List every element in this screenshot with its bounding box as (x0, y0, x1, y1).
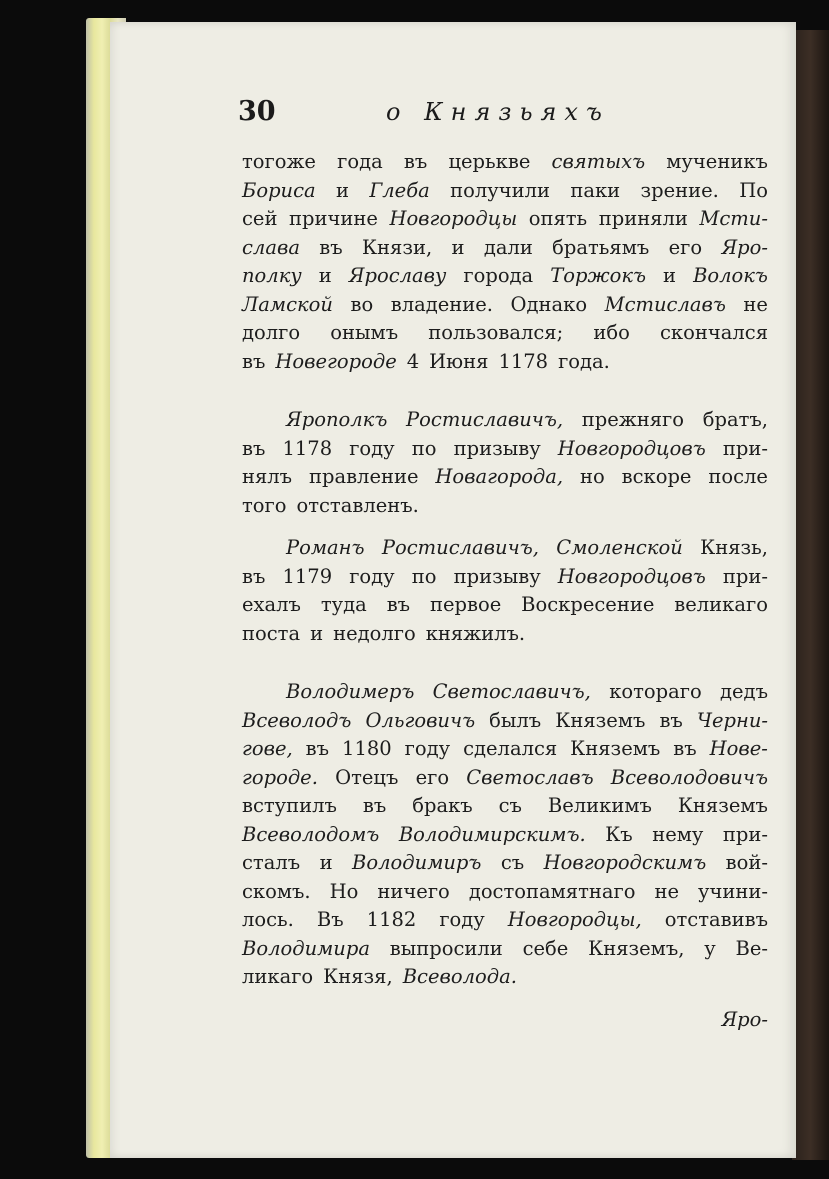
word: Володимеръ (286, 680, 415, 703)
word: Князи, (361, 235, 433, 259)
word: въ (362, 794, 387, 817)
word: Нове- (709, 737, 768, 760)
text-line (242, 262, 768, 291)
word: паки (570, 178, 621, 202)
word: при- (722, 564, 768, 588)
word: Великимъ (547, 794, 652, 817)
paragraph-gap (242, 648, 768, 678)
word: въ (403, 150, 428, 173)
word: въ (673, 737, 697, 760)
word: Ростиславичъ, (406, 408, 564, 431)
word: отставленъ. (296, 493, 419, 517)
word: 1179 (282, 564, 333, 588)
word: церькве (448, 150, 531, 173)
word: 1182 (366, 908, 417, 931)
word: Княземъ (555, 708, 646, 732)
word: 4 (406, 349, 420, 373)
text-line (242, 906, 768, 935)
word: Княземъ (570, 737, 661, 760)
word: Всеволодомъ (242, 822, 380, 846)
word: Мсти- (699, 207, 768, 230)
word: года. (558, 349, 610, 373)
word: скончался (660, 321, 768, 344)
word: году (349, 436, 395, 460)
word: году (349, 564, 395, 588)
word: Новгородцовъ (557, 564, 706, 588)
word: вой- (725, 851, 768, 874)
word: полку (242, 264, 302, 287)
word: Новгородскимъ (543, 851, 707, 874)
text-line (242, 707, 768, 736)
word: Торжокъ (550, 264, 646, 287)
word: Ростиславичъ, (381, 536, 539, 559)
word: по (411, 564, 437, 588)
text-line (242, 148, 768, 177)
word: Романъ (286, 536, 365, 559)
word: вступилъ (242, 794, 337, 817)
word: Всеволодъ (242, 708, 352, 732)
word: и (318, 264, 332, 287)
paragraph-gap (242, 376, 768, 406)
word: призыву (453, 436, 541, 460)
word: По (739, 178, 768, 202)
word: поста (242, 621, 301, 645)
word: того (242, 493, 287, 517)
word: выпросили (389, 936, 503, 960)
word: гове, (242, 737, 293, 760)
word: правление (308, 465, 419, 488)
word: Однако (510, 292, 588, 316)
word: скомъ. (242, 879, 311, 903)
word: въ (242, 564, 266, 588)
word: съ (498, 794, 522, 817)
word: Волокъ (693, 264, 768, 287)
word: Князь, (700, 536, 768, 559)
word: въ (659, 708, 683, 732)
word: Новгородцовъ (557, 436, 706, 460)
word: Ярославу (348, 264, 447, 287)
word: Ярополкъ (286, 408, 388, 431)
word: Володимиръ (352, 851, 482, 874)
word: Ламской (242, 292, 333, 316)
text-line (242, 1006, 768, 1035)
word: Къ (605, 822, 633, 846)
word: у (704, 936, 716, 960)
text-line (242, 935, 768, 964)
word: въ (319, 235, 343, 259)
text-line (242, 764, 768, 793)
text-line (242, 678, 768, 707)
word: города (463, 264, 534, 287)
word: дедъ (720, 680, 768, 703)
word: при- (722, 822, 768, 846)
word: его (668, 235, 703, 259)
word: княжилъ. (425, 621, 526, 645)
text-line (242, 348, 768, 377)
word: и (663, 264, 677, 287)
word: после (708, 465, 768, 488)
word: причине (289, 207, 378, 230)
word: Глеба (369, 178, 430, 202)
word: не (743, 292, 768, 316)
word: слава (242, 235, 300, 259)
word: Но (329, 879, 359, 903)
word: Всеволодовичъ (610, 765, 768, 789)
word: году (404, 737, 451, 760)
word: великаго (674, 593, 768, 616)
word: 1178 (498, 349, 549, 373)
word: Июня (429, 349, 489, 373)
word: Княземъ (677, 794, 768, 817)
word: Володимира (242, 936, 370, 960)
word: въ (242, 436, 266, 460)
word: въ (386, 593, 411, 616)
text-line (242, 291, 768, 320)
text-line (242, 492, 768, 521)
text-line (242, 205, 768, 234)
text-line (242, 591, 768, 620)
word: братьямъ (552, 235, 650, 259)
word: тогоже (242, 150, 316, 173)
text-line (242, 792, 768, 821)
word: съ (500, 851, 525, 874)
word: ехалъ (242, 593, 301, 616)
word: ибо (593, 321, 630, 344)
text-line (242, 963, 768, 992)
word: пользовался; (428, 321, 564, 344)
word: дали (483, 235, 533, 259)
page-text (242, 148, 768, 1034)
word: братъ, (702, 408, 768, 431)
word: года (337, 150, 383, 173)
word: 1180 (342, 737, 392, 760)
word: Мстиславъ (604, 292, 726, 316)
word: приняли (598, 207, 688, 230)
word: себе (522, 936, 569, 960)
word: прежняго (581, 408, 685, 431)
word: нему (652, 822, 704, 846)
word: котораго (609, 680, 702, 703)
word: въ (242, 349, 266, 373)
text-line (242, 563, 768, 592)
word: Бориса (242, 178, 316, 202)
word: Смоленской (556, 536, 683, 559)
word: сей (242, 207, 278, 230)
text-line (242, 177, 768, 206)
word: святыхъ (551, 150, 646, 173)
word: и (310, 621, 324, 645)
word: городе. (242, 765, 318, 789)
word: Ве- (735, 936, 768, 960)
word: во (350, 292, 374, 316)
text-line (242, 620, 768, 649)
text-line (242, 821, 768, 850)
word: 1178 (282, 436, 333, 460)
text-line (242, 319, 768, 348)
word: недолго (333, 621, 416, 645)
text-line (242, 435, 768, 464)
word: Яро- (721, 1007, 768, 1031)
word: призыву (453, 564, 541, 588)
word: Новгородцы (389, 207, 518, 230)
word: былъ (489, 708, 542, 732)
word: Светославъ (466, 765, 594, 789)
word: сделался (463, 737, 558, 760)
word: онымъ (330, 321, 399, 344)
book-cover-edge (792, 30, 829, 1160)
word: ничего (377, 879, 450, 903)
page-header (238, 96, 658, 136)
word: Володимирскимъ. (398, 822, 586, 846)
word: Въ (316, 908, 344, 931)
word: получили (450, 178, 550, 202)
text-line (242, 534, 768, 563)
word: вскоре (621, 465, 692, 488)
word: Новегороде (275, 349, 397, 373)
word: Яро- (721, 235, 768, 259)
word: Новгородцы, (507, 908, 642, 931)
word: учини- (698, 879, 768, 903)
running-title: о Князьяхъ (386, 98, 610, 126)
word: зрение. (640, 178, 719, 202)
word: и (451, 235, 465, 259)
text-line (242, 463, 768, 492)
word: мученикъ (666, 150, 768, 173)
word: отставивъ (664, 908, 768, 931)
word: Ольговичъ (365, 708, 476, 732)
word: но (580, 465, 605, 488)
paragraph-gap (242, 992, 768, 1006)
word: достопамятнаго (468, 879, 636, 903)
word: Воскресение (521, 593, 655, 616)
word: лось. (242, 908, 294, 931)
text-line (242, 849, 768, 878)
paragraph-gap (242, 520, 768, 534)
word: Княземъ, (588, 936, 685, 960)
text-line (242, 878, 768, 907)
text-line (242, 735, 768, 764)
word: Светославичъ, (432, 680, 591, 703)
word: при- (722, 436, 768, 460)
word: сталъ (242, 851, 301, 874)
word: году (439, 908, 485, 931)
word: Новагорода, (435, 465, 564, 488)
word: и (336, 178, 350, 202)
word: въ (305, 737, 330, 760)
word: ликаго (242, 965, 314, 988)
word: владение. (390, 292, 493, 316)
word: опять (528, 207, 588, 230)
word: Отецъ (335, 765, 399, 789)
word: нялъ (242, 465, 293, 488)
word: по (411, 436, 437, 460)
page-number: 30 (238, 96, 276, 127)
word: туда (320, 593, 367, 616)
word: первое (429, 593, 502, 616)
word: долго (242, 321, 301, 344)
text-line (242, 234, 768, 263)
word: Князя, (323, 965, 393, 988)
word: Всеволода. (402, 965, 517, 988)
word: и (319, 851, 333, 874)
word: Черни- (696, 708, 768, 732)
word: бракъ (412, 794, 473, 817)
word: не (654, 879, 680, 903)
text-line (242, 406, 768, 435)
word: его (415, 765, 450, 789)
